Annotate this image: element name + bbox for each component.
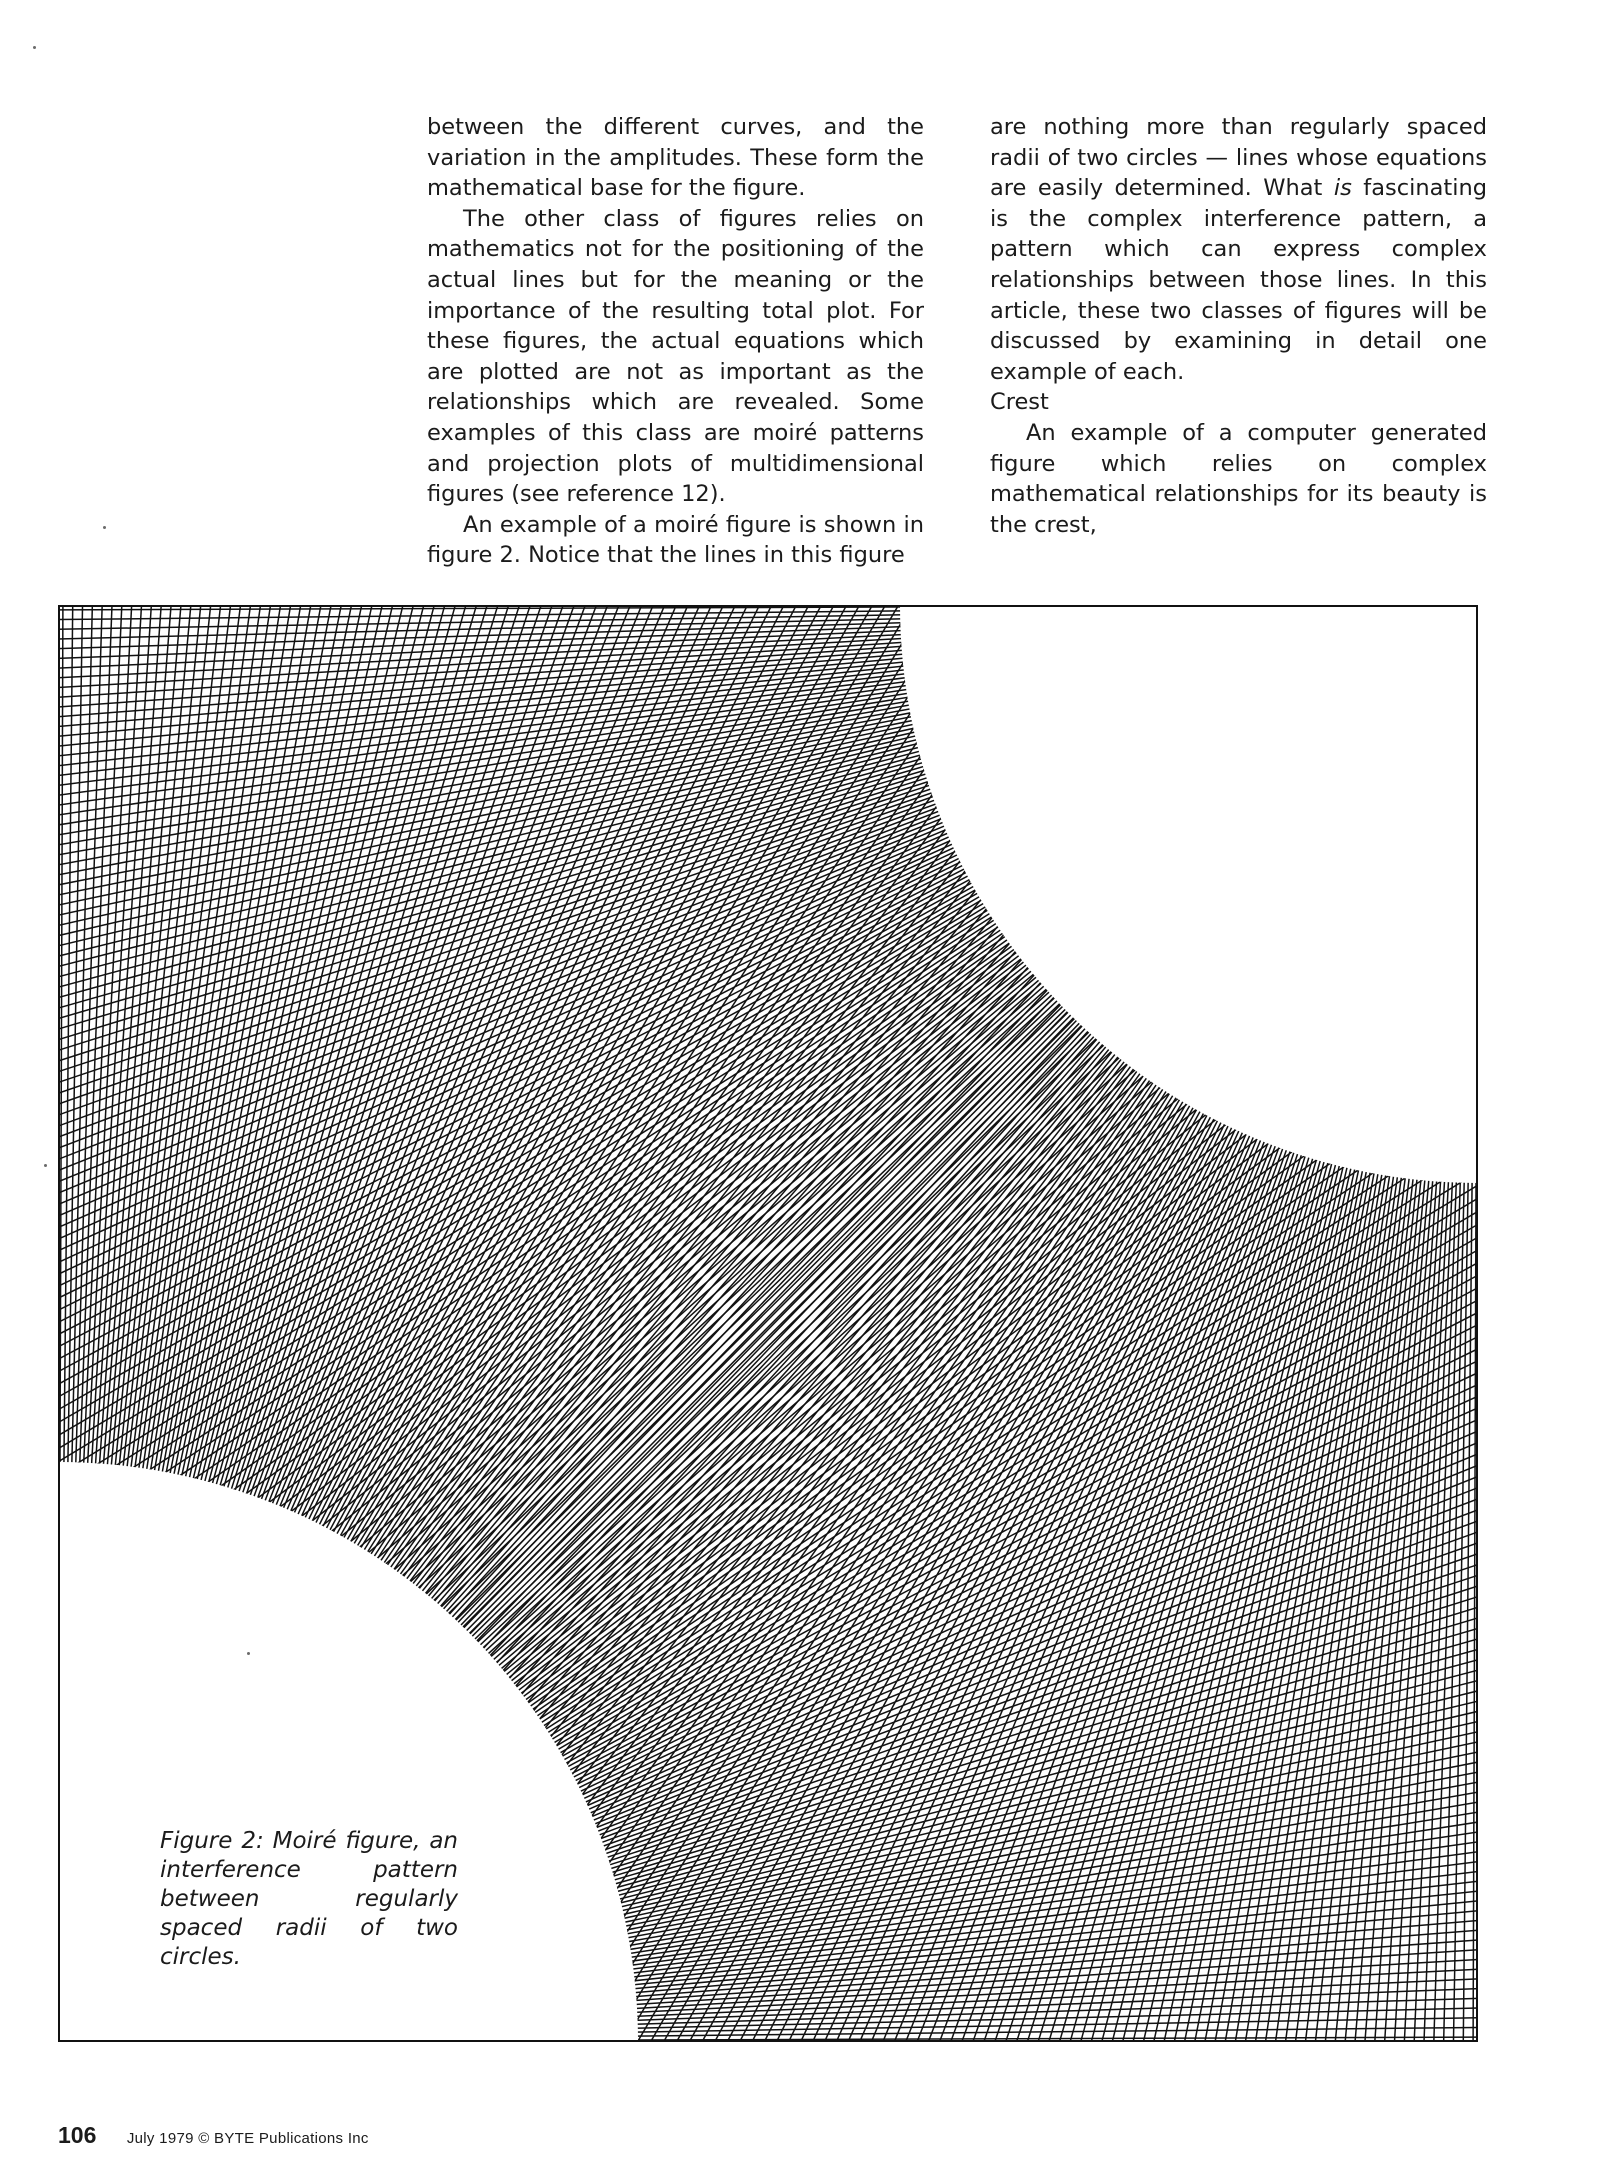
publication-line: July 1979 © BYTE Publications Inc bbox=[126, 2130, 369, 2147]
scan-speck bbox=[33, 46, 36, 49]
article-right-column bbox=[990, 112, 1487, 540]
scan-speck bbox=[103, 526, 106, 529]
article-left-column bbox=[427, 112, 924, 571]
article-paragraph: An example of a computer generated figure which relies on complex mathematical relationships for its beauty is the crest, bbox=[990, 419, 1487, 538]
article-paragraph: An example of a moiré figure is shown in figure 2. Notice that the lines in this figure bbox=[427, 511, 924, 569]
article-paragraph: The other class of figures relies on mathematics not for the positioning of the actual lines but for the meaning or the importance of the resulting total plot. For these figures, the actual equations which are plotted are not as important as the relationships which are revealed. Some examples of this class are moiré patterns and projection plots of multidimensional figures (see reference 12). bbox=[427, 205, 924, 508]
page-footer bbox=[58, 2122, 369, 2149]
scan-speck bbox=[247, 1652, 250, 1655]
scan-speck bbox=[44, 1164, 47, 1167]
article-paragraph: between the different curves, and the variation in the amplitudes. These form the mathematical base for the figure. bbox=[427, 114, 924, 202]
upper-right-circle-blank bbox=[900, 605, 1478, 1183]
text-run: fascinating is the complex interference pattern, a pattern which can express complex relationships between those lines. In this article, these two classes of figures will be discussed by examining in detail one example of each. bbox=[990, 175, 1487, 385]
emphasis-text: is bbox=[1333, 175, 1352, 202]
article-paragraph bbox=[990, 112, 1487, 387]
section-heading-crest: Crest bbox=[990, 389, 1049, 416]
figure-caption: Figure 2: Moiré figure, an interference pattern between regularly spaced radii of two circles. bbox=[160, 1828, 458, 1970]
text-run: are nothing more than regularly spaced radii of two circles — lines whose equations are easily determined. What bbox=[990, 114, 1487, 202]
page-number: 106 bbox=[58, 2122, 97, 2148]
